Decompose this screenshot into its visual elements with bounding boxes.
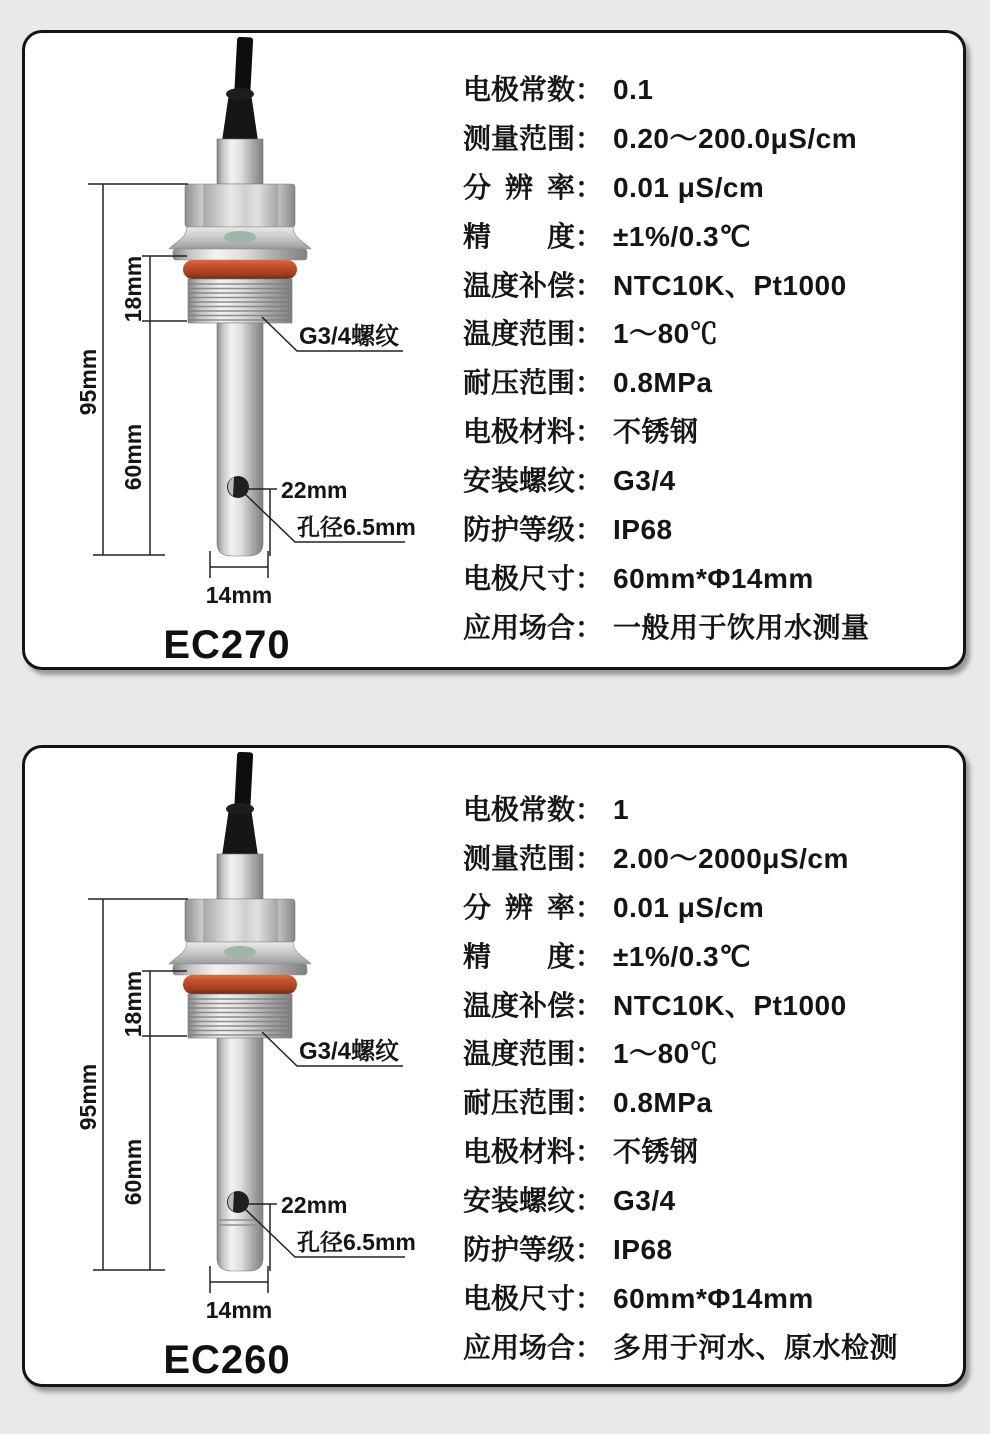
dim-label-22mm: 22mm xyxy=(281,1192,348,1218)
spec-label: 温度范围 xyxy=(463,318,576,350)
spec-value: 一般用于饮用水测量 xyxy=(613,611,870,643)
spec-value: 1～80℃ xyxy=(613,1038,719,1070)
spec-value: 60mm*Φ14mm xyxy=(613,1282,814,1314)
hex-nut xyxy=(185,899,295,942)
spec-row xyxy=(463,408,959,457)
spec-value: 多用于河水、原水检测 xyxy=(613,1331,899,1363)
spec-colon: ： xyxy=(575,891,604,923)
spec-colon: ： xyxy=(575,794,604,825)
spec-colon: ： xyxy=(575,171,604,203)
spec-colon: ： xyxy=(575,318,604,350)
spec-colon: ： xyxy=(575,122,604,154)
dim-label-hole-dia: 孔径6.5mm xyxy=(297,514,416,540)
o-ring xyxy=(183,975,297,994)
electrode-diagram-ec260 xyxy=(35,752,455,1332)
spec-row xyxy=(463,604,959,653)
spec-label: 电极常数 xyxy=(463,74,576,105)
spec-value: 0.8MPa xyxy=(613,1087,713,1119)
spec-colon: ： xyxy=(575,74,604,105)
spec-value: 60mm*Φ14mm xyxy=(613,562,814,594)
dim-18-60-lines xyxy=(142,256,187,555)
spec-value: 0.1 xyxy=(613,74,654,105)
spec-label: 防护等级 xyxy=(463,1234,576,1266)
spec-label: 电极材料 xyxy=(463,416,576,448)
cable-boot-lip xyxy=(226,803,254,815)
spec-row xyxy=(463,884,959,933)
spec-value: 不锈钢 xyxy=(613,1136,699,1168)
spec-value: ±1%/0.3℃ xyxy=(613,940,751,972)
cable-boot xyxy=(222,93,258,141)
spec-label: 电极材料 xyxy=(463,1136,576,1168)
spec-value: 0.8MPa xyxy=(613,367,713,399)
dim-label-thread-type: G3/4螺纹 xyxy=(299,323,400,350)
spec-colon: ： xyxy=(575,220,604,252)
model-name: EC270 xyxy=(163,623,291,667)
spec-colon: ： xyxy=(575,562,604,594)
thread-section xyxy=(188,279,292,323)
spec-colon: ： xyxy=(575,514,604,546)
probe-shaft xyxy=(217,1038,263,1271)
spec-row xyxy=(463,982,959,1031)
spec-row xyxy=(463,164,959,213)
spec-value: 0.01 μS/cm xyxy=(613,171,765,203)
spec-colon: ： xyxy=(575,940,604,972)
spec-label: 应用场合 xyxy=(463,611,576,643)
dim-label-60mm: 60mm xyxy=(120,423,146,491)
spec-row xyxy=(463,359,959,408)
spec-value: G3/4 xyxy=(613,1185,676,1217)
spec-row xyxy=(463,1128,959,1177)
spec-value: IP68 xyxy=(613,1234,673,1266)
spec-colon: ： xyxy=(575,416,604,448)
spec-value: NTC10K、Pt1000 xyxy=(613,269,847,301)
spec-list xyxy=(463,66,959,653)
spec-label: 防护等级 xyxy=(463,514,576,546)
spec-row xyxy=(463,1177,959,1226)
spec-colon: ： xyxy=(575,367,604,399)
spec-row xyxy=(463,1079,959,1128)
spec-list xyxy=(463,786,959,1373)
spec-colon: ： xyxy=(575,842,604,874)
spec-row xyxy=(463,1226,959,1275)
dim-label-14mm: 14mm xyxy=(205,582,273,608)
flange xyxy=(173,964,307,975)
spec-label: 应用场合 xyxy=(463,1331,576,1363)
spec-label: 电极常数 xyxy=(463,794,576,825)
spec-colon: ： xyxy=(575,1331,604,1363)
flange xyxy=(173,249,307,260)
spec-label: 温度范围 xyxy=(463,1038,576,1070)
hex-nut xyxy=(185,184,295,227)
spec-value: 1～80℃ xyxy=(613,318,719,350)
spec-label: 耐压范围 xyxy=(463,1087,576,1119)
spec-colon: ： xyxy=(575,1234,604,1266)
spec-value: 0.01 μS/cm xyxy=(613,891,765,923)
dim-label-95mm: 95mm xyxy=(75,348,101,416)
dim-label-hole-dia: 孔径6.5mm xyxy=(297,1229,416,1255)
spec-row xyxy=(463,933,959,982)
top-collar xyxy=(217,854,263,899)
spec-label: 测量范围 xyxy=(463,122,576,154)
spec-row xyxy=(463,66,959,115)
spec-colon: ： xyxy=(575,1038,604,1070)
spec-label: 温度补偿 xyxy=(463,989,576,1021)
spec-label: 电极尺寸 xyxy=(463,562,576,594)
spec-value: NTC10K、Pt1000 xyxy=(613,989,847,1021)
spec-colon: ： xyxy=(575,465,604,497)
spec-value: ±1%/0.3℃ xyxy=(613,220,751,252)
spec-value: 0.20～200.0μS/cm xyxy=(613,122,858,154)
cable xyxy=(234,752,253,810)
spec-row xyxy=(463,1275,959,1324)
sensor-window xyxy=(224,231,256,243)
product-card-ec270 xyxy=(22,30,966,670)
dim-95mm-lines xyxy=(88,899,188,1270)
dim-label-95mm: 95mm xyxy=(75,1063,101,1131)
dim-label-60mm: 60mm xyxy=(120,1138,146,1206)
spec-colon: ： xyxy=(575,989,604,1021)
cable xyxy=(234,37,253,95)
spec-row xyxy=(463,506,959,555)
cable-boot-lip xyxy=(226,88,254,100)
spec-colon: ： xyxy=(575,269,604,301)
spec-label: 安装螺纹 xyxy=(463,465,576,497)
spec-label: 精度 xyxy=(463,940,575,972)
probe-shaft xyxy=(217,323,263,556)
dim-label-thread-type: G3/4螺纹 xyxy=(299,1038,400,1065)
spec-row xyxy=(463,213,959,262)
spec-row xyxy=(463,457,959,506)
spec-colon: ： xyxy=(575,1087,604,1119)
top-collar xyxy=(217,139,263,184)
spec-value: 1 xyxy=(613,794,630,825)
spec-value: 2.00～2000μS/cm xyxy=(613,842,849,874)
dim-95mm-lines xyxy=(88,184,188,555)
spec-colon: ： xyxy=(575,1185,604,1217)
spec-row xyxy=(463,310,959,359)
spec-label: 分辨率 xyxy=(463,171,575,203)
spec-row xyxy=(463,1030,959,1079)
spec-row xyxy=(463,555,959,604)
spec-row xyxy=(463,1324,959,1373)
dim-label-14mm: 14mm xyxy=(205,1297,273,1323)
electrode-diagram-ec270 xyxy=(35,37,455,617)
spec-label: 分辨率 xyxy=(463,891,575,923)
spec-colon: ： xyxy=(575,611,604,643)
spec-label: 精度 xyxy=(463,220,575,252)
spec-row xyxy=(463,115,959,164)
spec-row xyxy=(463,786,959,835)
spec-label: 耐压范围 xyxy=(463,367,576,399)
spec-value: G3/4 xyxy=(613,465,676,497)
sensor-window xyxy=(224,946,256,958)
spec-value: 不锈钢 xyxy=(613,416,699,448)
dim-18-60-lines xyxy=(142,971,187,1270)
spec-label: 电极尺寸 xyxy=(463,1282,576,1314)
spec-row xyxy=(463,835,959,884)
spec-label: 测量范围 xyxy=(463,842,576,874)
o-ring xyxy=(183,260,297,279)
thread-section xyxy=(188,994,292,1038)
dim-label-18mm: 18mm xyxy=(120,255,146,323)
product-card-ec260 xyxy=(22,745,966,1387)
dim-label-18mm: 18mm xyxy=(120,970,146,1038)
model-name: EC260 xyxy=(163,1338,291,1382)
spec-value: IP68 xyxy=(613,514,673,546)
spec-colon: ： xyxy=(575,1282,604,1314)
spec-label: 温度补偿 xyxy=(463,269,576,301)
spec-label: 安装螺纹 xyxy=(463,1185,576,1217)
spec-colon: ： xyxy=(575,1136,604,1168)
cable-boot xyxy=(222,808,258,856)
dim-label-22mm: 22mm xyxy=(281,477,348,503)
spec-row xyxy=(463,262,959,311)
